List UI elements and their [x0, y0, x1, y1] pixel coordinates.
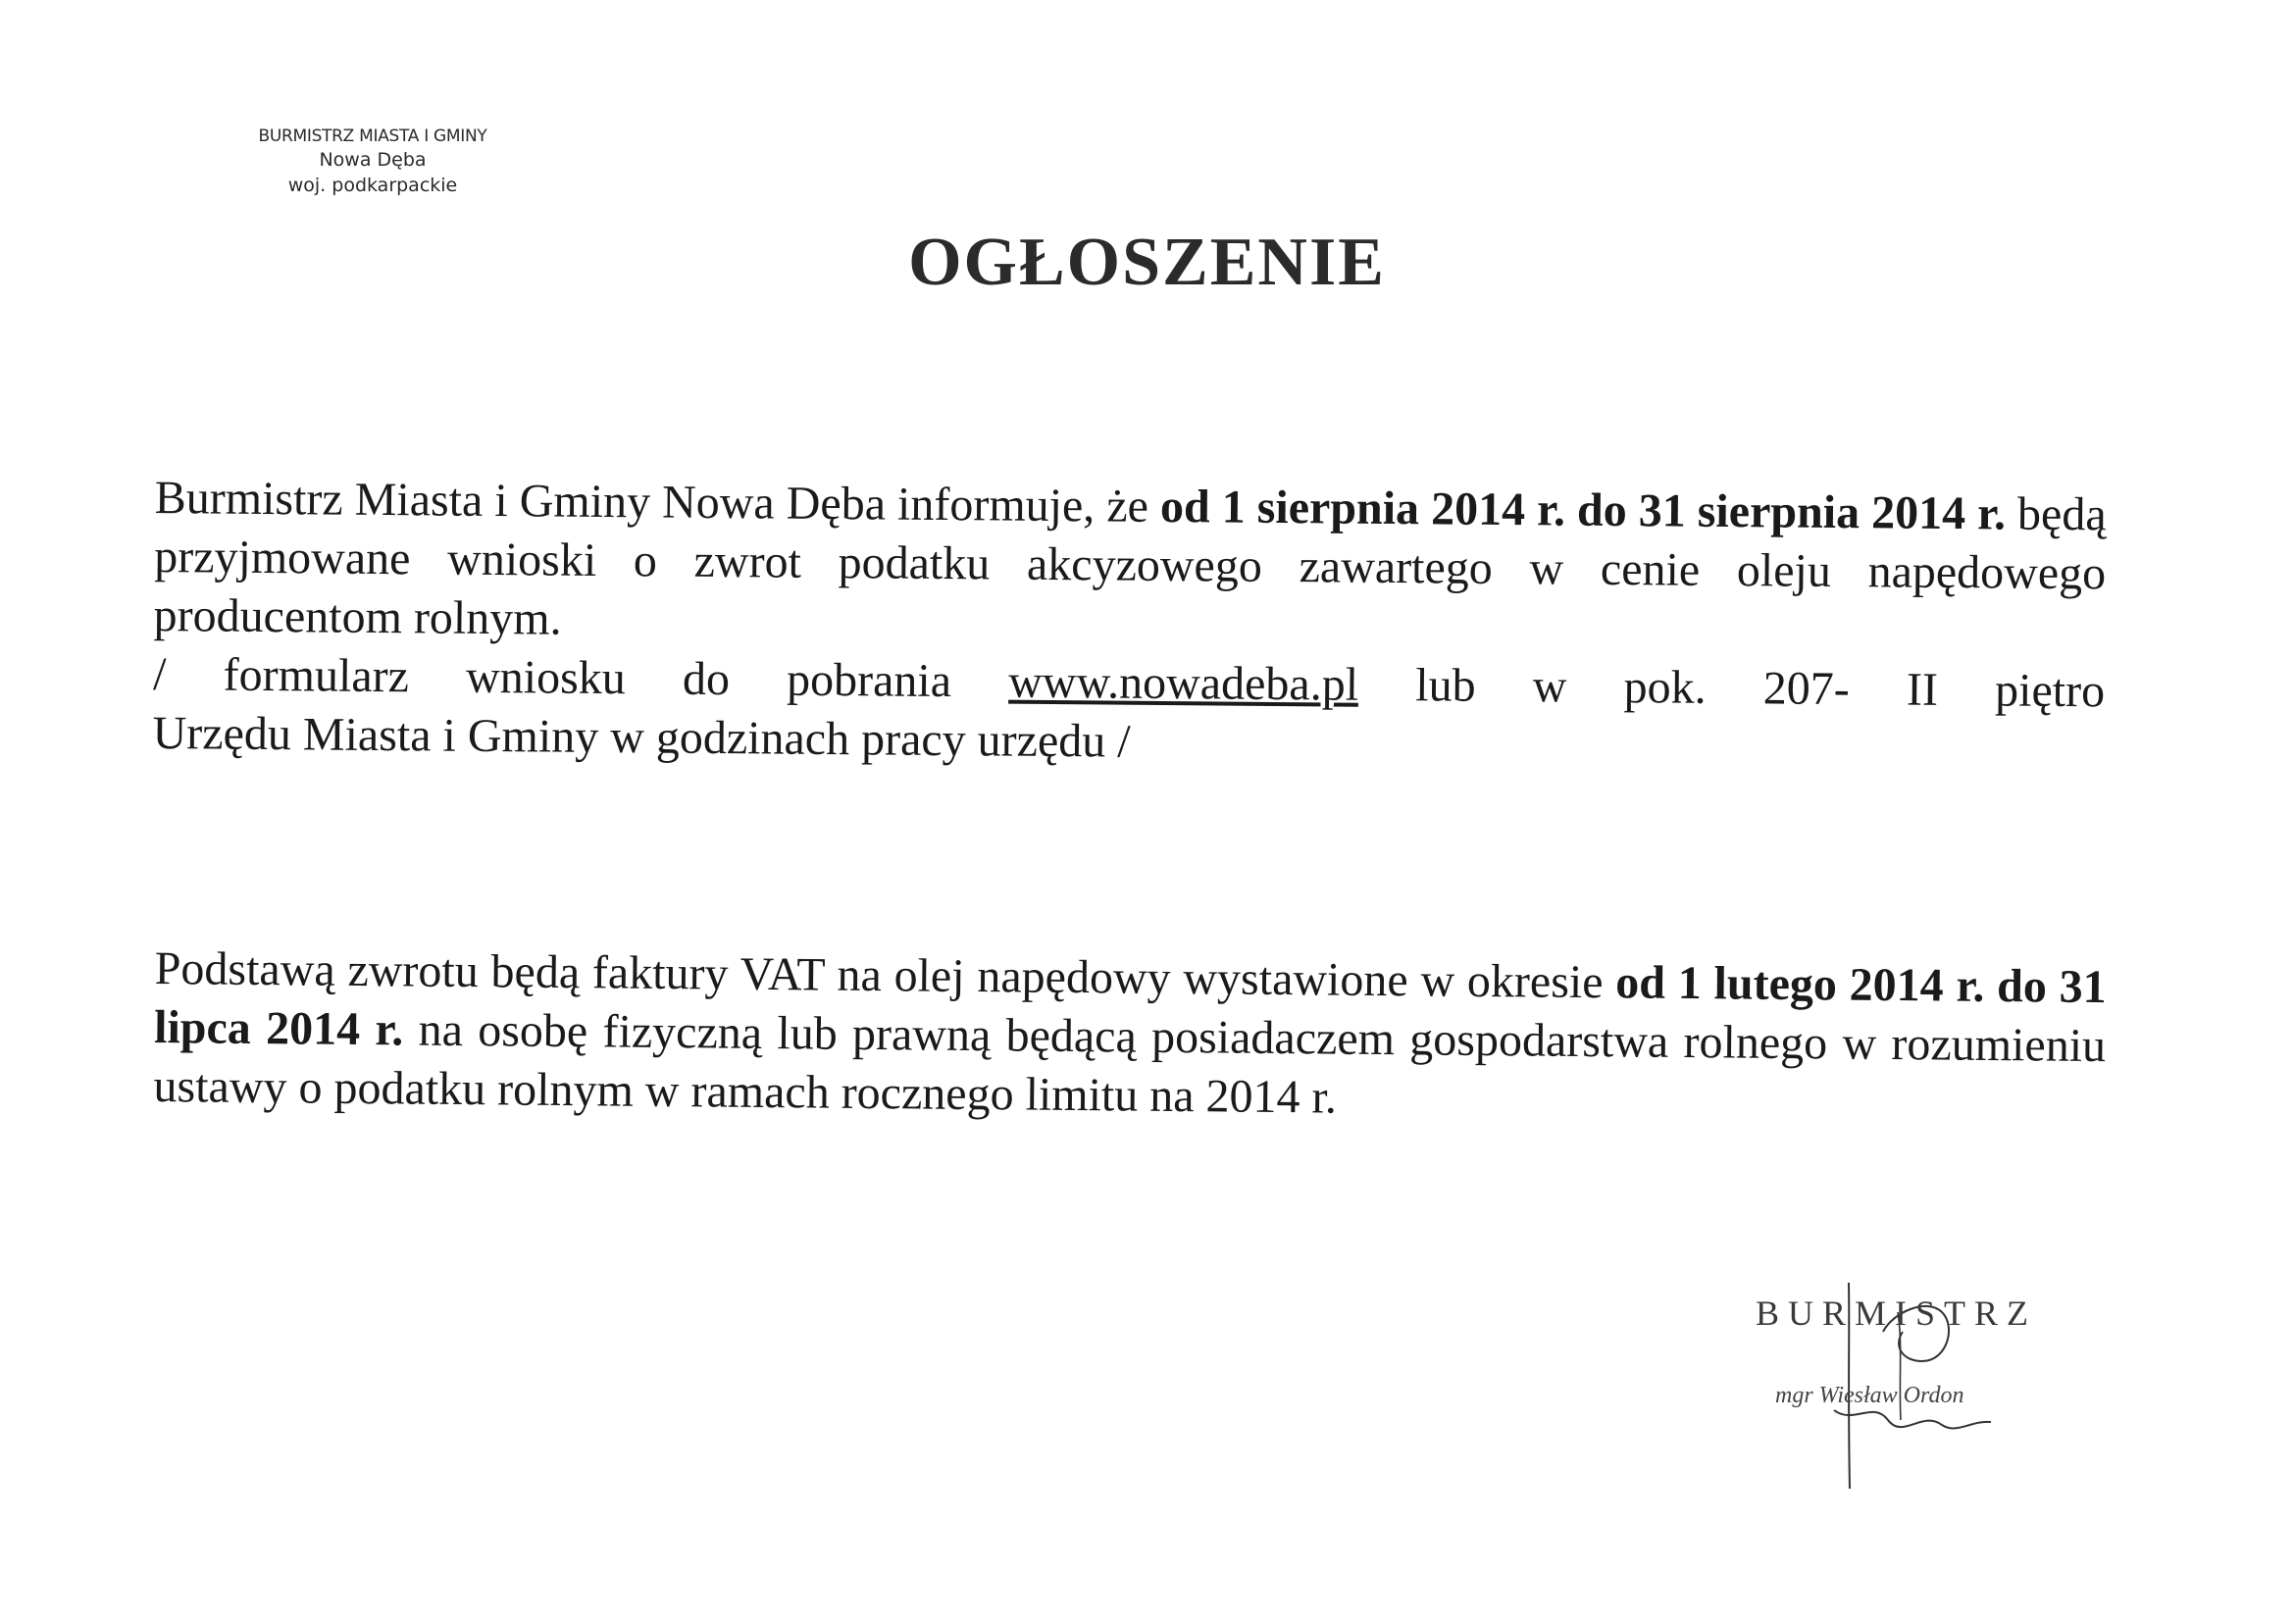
handwritten-signature-icon	[1756, 1253, 2079, 1508]
p1-room-text: lub w pok. 207- II piętro	[1357, 658, 2106, 718]
document-title: OGŁOSZENIE	[908, 225, 1386, 300]
signatory-name: mgr Wiesław Ordon	[1775, 1383, 1964, 1408]
p2-text-intro: Podstawą zwrotu będą faktury VAT na olej napędowy wystawione w okresie	[154, 941, 1616, 1009]
signatory-role: BURMISTRZ	[1756, 1294, 2038, 1333]
p1-form-text: / formularz wniosku do pobrania	[152, 647, 1009, 708]
stamp-line-town: Nowa Dęba	[319, 148, 427, 171]
announcement-paragraph-1	[152, 469, 2107, 780]
announcement-paragraph-2	[153, 939, 2107, 1135]
p1-text-body: będą przyjmowane wnioski o zwrot podatku akcyzowego zawartego w cenie oleju napędowego producentom rolnym.	[153, 487, 2107, 645]
p1-text-intro: Burmistrz Miasta i Gminy Nowa Dęba informuje, że	[154, 471, 1161, 533]
signature-block	[1756, 1293, 2079, 1498]
issuer-stamp	[211, 126, 535, 198]
p1-office-hours-line: Urzędu Miasta i Gminy w godzinach pracy urzędu /	[152, 706, 1131, 768]
p2-date-range: od 1 lutego 2014 r. do 31 lipca 2014 r.	[153, 956, 2107, 1056]
website-link[interactable]: www.nowadeba.pl	[1008, 655, 1359, 711]
stamp-line-region: woj. podkarpackie	[287, 174, 458, 196]
p2-text-body: na osobę fizyczną lub prawną będącą posiadaczem gospodarstwa rolnego w rozumieniu ustawy o podatku rolnym w ramach rocznego limitu na 2014 r.	[153, 1003, 2107, 1124]
stamp-line-office: BURMISTRZ MIASTA I GMINY	[258, 127, 487, 146]
p1-date-range: od 1 sierpnia 2014 r. do 31 sierpnia 2014 r.	[1159, 480, 2007, 540]
